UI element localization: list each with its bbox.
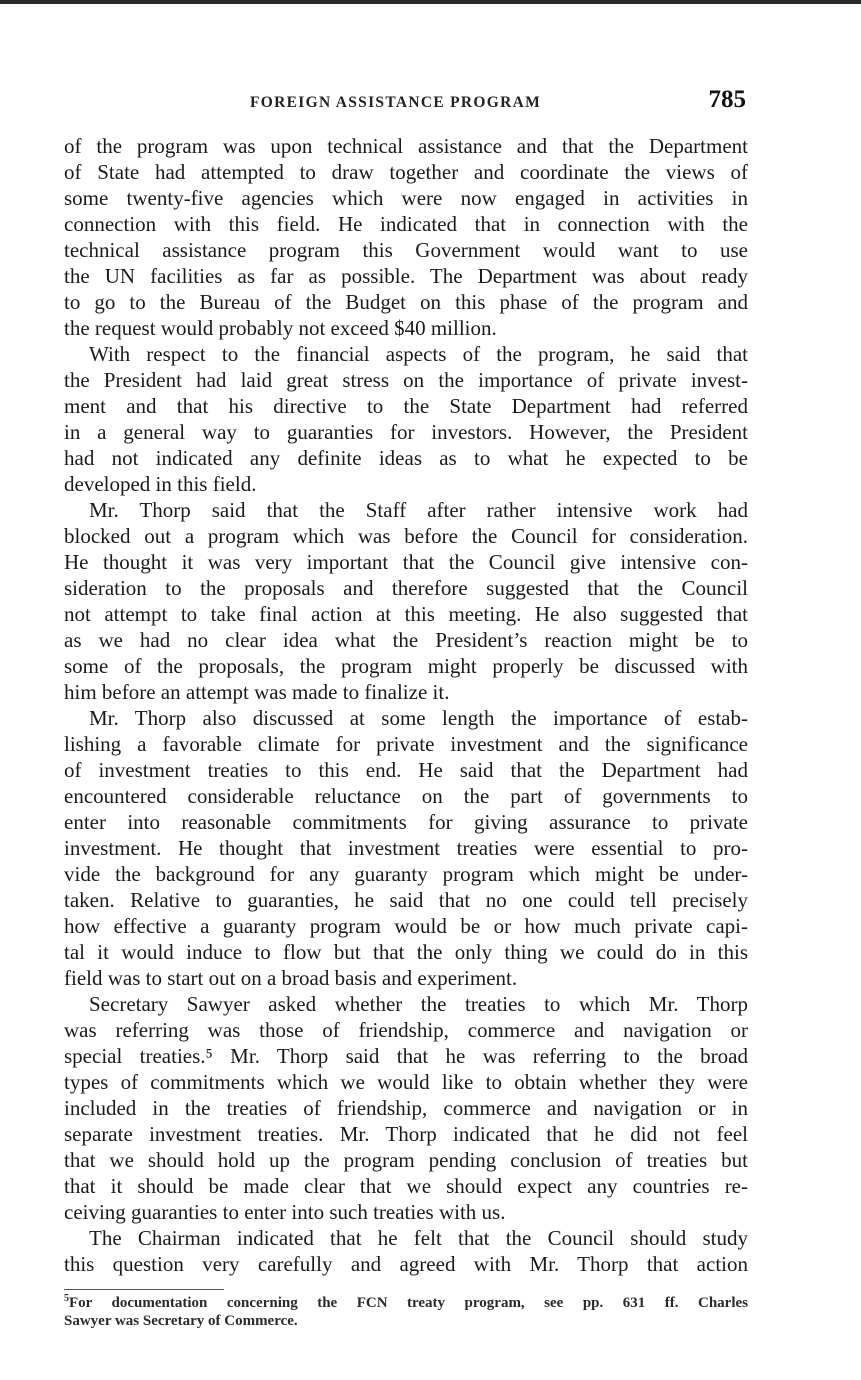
text-line: some twenty-five agencies which were now engaged in activities in (64, 186, 748, 210)
text-line: sideration to the proposals and therefore suggested that the Council (64, 576, 748, 600)
text-line: investment. He thought that investment treaties were essential to pro- (64, 836, 748, 860)
text-line: tal it would induce to flow but that the only thing we could do in this (64, 940, 748, 964)
footnotes (64, 1294, 748, 1330)
text-line: Mr. Thorp said that the Staff after rather intensive work had (89, 498, 748, 522)
text-line: ment and that his directive to the State Department had referred (64, 394, 748, 418)
footnote-line: Sawyer was Secretary of Commerce. (64, 1313, 298, 1329)
text-line: technical assistance program this Government would want to use (64, 238, 748, 262)
text-line: With respect to the financial aspects of the program, he said that (89, 342, 748, 366)
text-line: taken. Relative to guaranties, he said that no one could tell precisely (64, 888, 748, 912)
text-line: Secretary Sawyer asked whether the treaties to which Mr. Thorp (89, 992, 748, 1016)
text-line: enter into reasonable commitments for giving assurance to private (64, 810, 748, 834)
text-line: developed in this field. (64, 472, 257, 496)
footnote-divider (64, 1289, 224, 1290)
text-line: him before an attempt was made to finalize it. (64, 680, 450, 704)
text-line: not attempt to take final action at this meeting. He also suggested that (64, 602, 748, 626)
text-line: Mr. Thorp also discussed at some length the importance of estab- (89, 706, 748, 730)
text-line: blocked out a program which was before the Council for consideration. (64, 524, 748, 548)
text-line: that we should hold up the program pending conclusion of treaties but (64, 1148, 748, 1172)
text-line: in a general way to guaranties for investors. However, the President (64, 420, 748, 444)
top-border-rule (0, 0, 861, 4)
running-title: FOREIGN ASSISTANCE PROGRAM (250, 94, 542, 111)
text-line: ceiving guaranties to enter into such treaties with us. (64, 1200, 506, 1224)
page-header (64, 86, 748, 120)
paragraph (64, 133, 748, 341)
footnote-text: For documentation concerning the FCN treaty program, see pp. 631 ff. Charles (69, 1295, 748, 1311)
text-line: The Chairman indicated that he felt that the Council should study (89, 1226, 748, 1250)
text-line: He thought it was very important that the Council give intensive con- (64, 550, 748, 574)
text-line: types of commitments which we would like to obtain whether they were (64, 1070, 748, 1094)
text-line: lishing a favorable climate for private investment and the significance (64, 732, 748, 756)
text-line: connection with this field. He indicated that in connection with the (64, 212, 748, 236)
text-line: how effective a guaranty program would be or how much private capi- (64, 914, 748, 938)
text-line: special treaties.⁵ Mr. Thorp said that he was referring to the broad (64, 1044, 748, 1068)
footnote-marker: 5 (64, 1293, 69, 1304)
footnote-line (64, 1294, 748, 1312)
text-line: of investment treaties to this end. He said that the Department had (64, 758, 748, 782)
text-line: this question very carefully and agreed with Mr. Thorp that action (64, 1252, 748, 1276)
text-line: some of the proposals, the program might properly be discussed with (64, 654, 748, 678)
text-line: encountered considerable reluctance on the part of governments to (64, 784, 748, 808)
text-line: included in the treaties of friendship, commerce and navigation or in (64, 1096, 748, 1120)
text-line: the UN facilities as far as possible. The Department was about ready (64, 264, 748, 288)
body-text (64, 133, 748, 1277)
text-line: field was to start out on a broad basis and experiment. (64, 966, 518, 990)
text-line: the request would probably not exceed $40 million. (64, 316, 497, 340)
text-line: was referring was those of friendship, commerce and navigation or (64, 1018, 748, 1042)
text-line: vide the background for any guaranty program which might be under- (64, 862, 748, 886)
footnote (64, 1294, 748, 1330)
paragraph (64, 1225, 748, 1277)
text-line: of State had attempted to draw together and coordinate the views of (64, 160, 748, 184)
text-line: as we had no clear idea what the President’s reaction might be to (64, 628, 748, 652)
paragraph (64, 341, 748, 497)
paragraph (64, 497, 748, 705)
paragraph (64, 705, 748, 991)
text-line: that it should be made clear that we should expect any countries re- (64, 1174, 748, 1198)
text-line: of the program was upon technical assistance and that the Department (64, 134, 748, 158)
text-line: to go to the Bureau of the Budget on this phase of the program and (64, 290, 748, 314)
text-line: had not indicated any definite ideas as to what he expected to be (64, 446, 748, 470)
paragraph (64, 991, 748, 1225)
page-number: 785 (708, 86, 746, 113)
text-line: separate investment treaties. Mr. Thorp indicated that he did not feel (64, 1122, 748, 1146)
text-line: the President had laid great stress on the importance of private invest- (64, 368, 748, 392)
